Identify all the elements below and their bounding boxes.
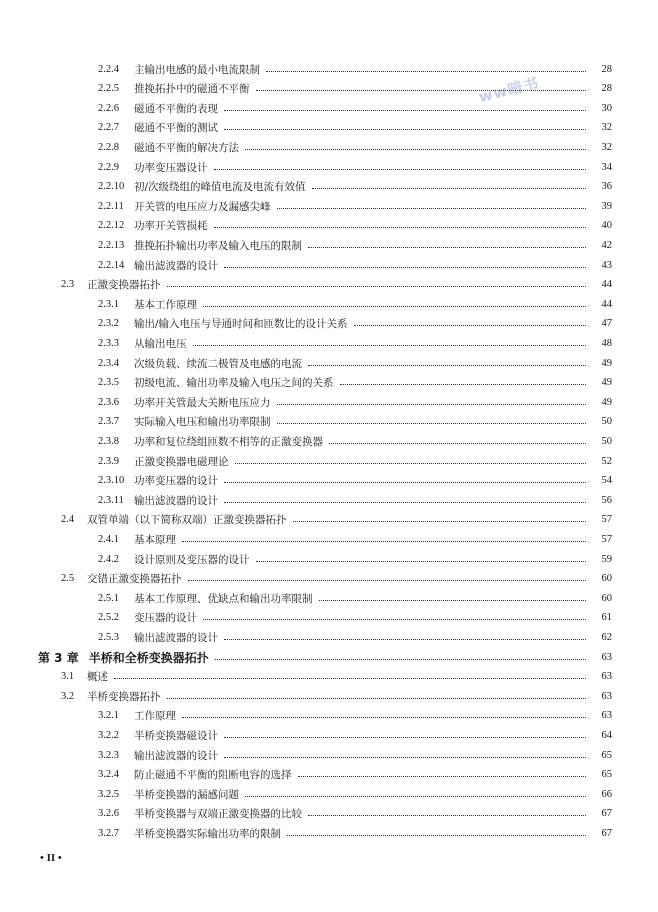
toc-entry-page: 57 bbox=[601, 514, 612, 526]
dot-leader bbox=[224, 110, 586, 111]
toc-entry[interactable] bbox=[0, 725, 658, 745]
dot-leader bbox=[277, 208, 587, 209]
toc-entry[interactable] bbox=[0, 471, 658, 491]
toc-entry-page: 56 bbox=[601, 494, 612, 506]
dot-leader bbox=[308, 815, 586, 816]
toc-entry-title: 输出滤波器的设计 bbox=[134, 494, 218, 507]
toc-entry-title: 输出滤波器的设计 bbox=[134, 631, 218, 644]
dot-leader bbox=[224, 502, 586, 503]
toc-entry[interactable] bbox=[0, 59, 658, 79]
toc-entry[interactable] bbox=[0, 549, 658, 569]
toc-entry-page: 49 bbox=[601, 396, 612, 408]
toc-entry-title: 推挽拓扑中的磁通不平衡 bbox=[134, 83, 250, 96]
toc-entry-number: 2.5.2 bbox=[98, 612, 119, 624]
dot-leader bbox=[193, 345, 587, 346]
toc-entry[interactable] bbox=[0, 510, 658, 530]
toc-entry[interactable] bbox=[0, 255, 658, 275]
toc-entry-number: 3.1 bbox=[61, 671, 75, 683]
toc-entry-page: 54 bbox=[601, 475, 612, 487]
toc-entry-title: 工作原理 bbox=[134, 710, 176, 723]
toc-entry-title: 防止磁通不平衡的阻断电容的选择 bbox=[134, 769, 292, 782]
toc-entry-title: 功率和复位绕组匝数不相等的正激变换器 bbox=[134, 435, 323, 448]
toc-entry-page: 48 bbox=[601, 337, 612, 349]
toc-entry-page: 61 bbox=[601, 612, 612, 624]
toc-entry-title: 正激变换器电磁理论 bbox=[134, 455, 229, 468]
dot-leader bbox=[224, 267, 586, 268]
toc-entry-number: 2.2.14 bbox=[98, 259, 125, 271]
toc-entry[interactable] bbox=[0, 294, 658, 314]
dot-leader bbox=[245, 796, 586, 797]
toc-entry-page: 63 bbox=[601, 651, 612, 663]
toc-entry-title: 半桥变换器与双端正激变换器的比较 bbox=[134, 808, 302, 821]
toc-entry-number: 2.4.2 bbox=[98, 553, 119, 565]
toc-entry[interactable] bbox=[0, 79, 658, 99]
toc-entry-title: 变压器的设计 bbox=[134, 612, 197, 625]
toc-entry-title: 正激变换器拓扑 bbox=[87, 279, 161, 292]
toc-entry-number: 2.3.1 bbox=[98, 298, 119, 310]
toc-entry-number: 2.2.12 bbox=[98, 220, 125, 232]
toc-entry[interactable] bbox=[0, 196, 658, 216]
toc-entry-number: 第 3 章 bbox=[38, 650, 79, 665]
toc-entry[interactable] bbox=[0, 373, 658, 393]
toc-entry[interactable] bbox=[0, 706, 658, 726]
toc-entry-page: 28 bbox=[601, 63, 612, 75]
dot-leader bbox=[224, 482, 586, 483]
toc-entry-title: 基本工作原理、优缺点和输出功率限制 bbox=[134, 592, 313, 605]
dot-leader bbox=[167, 286, 587, 287]
watermark-stamp: ww暗书 bbox=[476, 73, 542, 107]
toc-entry-title: 从输出电压 bbox=[134, 337, 187, 350]
toc-entry-title: 半桥变换器的漏感问题 bbox=[134, 788, 239, 801]
toc-entry[interactable] bbox=[0, 431, 658, 451]
dot-leader bbox=[245, 149, 586, 150]
toc-entry-title: 半桥变换器实际输出功率的限制 bbox=[134, 827, 281, 840]
toc-entry[interactable] bbox=[0, 667, 658, 687]
toc-entry[interactable] bbox=[0, 588, 658, 608]
toc-entry-title: 双管单端（以下简称双端）正激变换器拓扑 bbox=[87, 514, 287, 527]
toc-entry-page: 50 bbox=[601, 416, 612, 428]
toc-chapter-entry[interactable] bbox=[0, 647, 658, 667]
toc-entry-number: 3.2.1 bbox=[98, 710, 119, 722]
toc-entry-title: 交错正激变换器拓扑 bbox=[87, 573, 182, 586]
toc-entry[interactable] bbox=[0, 490, 658, 510]
toc-entry-page: 62 bbox=[601, 631, 612, 643]
toc-entry-number: 3.2.7 bbox=[98, 827, 119, 839]
toc-entry-title: 输出/输入电压与导通时间和匝数比的设计关系 bbox=[134, 318, 348, 331]
dot-leader bbox=[214, 227, 587, 228]
toc-entry-page: 64 bbox=[601, 729, 612, 741]
toc-entry-number: 2.2.8 bbox=[98, 141, 119, 153]
dot-leader bbox=[203, 619, 586, 620]
toc-entry-number: 2.3.3 bbox=[98, 337, 119, 349]
dot-leader bbox=[214, 169, 587, 170]
toc-entry-title: 设计原则及变压器的设计 bbox=[134, 553, 250, 566]
toc-entry[interactable] bbox=[0, 529, 658, 549]
toc-entry-page: 49 bbox=[601, 357, 612, 369]
toc-entry[interactable] bbox=[0, 235, 658, 255]
toc-entry-title: 输出滤波器的设计 bbox=[134, 749, 218, 762]
toc-entry-title: 磁通不平衡的表现 bbox=[134, 102, 218, 115]
page-footer-number: • II • bbox=[40, 852, 62, 864]
toc-entry[interactable] bbox=[0, 765, 658, 785]
dot-leader bbox=[188, 580, 587, 581]
toc-entry-title: 半桥变换器磁设计 bbox=[134, 729, 218, 742]
toc-entry-title: 磁通不平衡的解决方法 bbox=[134, 141, 239, 154]
toc-entry-number: 2.2.6 bbox=[98, 102, 119, 114]
toc-entry[interactable] bbox=[0, 451, 658, 471]
toc-entry[interactable] bbox=[0, 177, 658, 197]
toc-entry-page: 40 bbox=[601, 220, 612, 232]
dot-leader bbox=[354, 325, 586, 326]
toc-entry-title: 主输出电感的最小电流限制 bbox=[134, 63, 260, 76]
dot-leader bbox=[224, 737, 586, 738]
toc-entry-number: 2.3 bbox=[61, 279, 75, 291]
toc-entry-page: 66 bbox=[601, 788, 612, 800]
toc-entry-number: 2.2.13 bbox=[98, 239, 125, 251]
dot-leader bbox=[319, 600, 587, 601]
toc-entry-number: 2.5 bbox=[61, 573, 75, 585]
toc-entry-title: 功率开关管损耗 bbox=[134, 220, 208, 233]
toc-entry-number: 2.3.2 bbox=[98, 318, 119, 330]
toc-entry-page: 57 bbox=[601, 533, 612, 545]
toc-entry-number: 2.3.7 bbox=[98, 416, 119, 428]
dot-leader bbox=[277, 423, 587, 424]
toc-entry-title: 功率变压器的设计 bbox=[134, 475, 218, 488]
toc-entry-page: 43 bbox=[601, 259, 612, 271]
toc-entry[interactable] bbox=[0, 216, 658, 236]
toc-entry-number: 2.3.8 bbox=[98, 435, 119, 447]
toc-entry-title: 基本工作原理 bbox=[134, 298, 197, 311]
toc-entry[interactable] bbox=[0, 745, 658, 765]
toc-entry-title: 功率开关管最大关断电压应力 bbox=[134, 396, 271, 409]
toc-entry-title: 磁通不平衡的测试 bbox=[134, 122, 218, 135]
toc-entry[interactable] bbox=[0, 784, 658, 804]
toc-entry-page: 47 bbox=[601, 318, 612, 330]
toc-entry[interactable] bbox=[0, 157, 658, 177]
dot-leader bbox=[182, 541, 586, 542]
toc-entry[interactable] bbox=[0, 118, 658, 138]
toc-entry-title: 概述 bbox=[87, 671, 108, 684]
dot-leader bbox=[329, 443, 586, 444]
dot-leader bbox=[287, 835, 586, 836]
toc-entry-page: 63 bbox=[601, 690, 612, 702]
toc-entry[interactable] bbox=[0, 804, 658, 824]
toc-entry-number: 2.3.10 bbox=[98, 475, 125, 487]
toc-entry-page: 65 bbox=[601, 769, 612, 781]
dot-leader bbox=[114, 678, 586, 679]
toc-entry-page: 60 bbox=[601, 592, 612, 604]
dot-leader bbox=[308, 365, 586, 366]
dot-leader bbox=[266, 71, 586, 72]
toc-entry-number: 2.4 bbox=[61, 514, 75, 526]
dot-leader bbox=[256, 561, 587, 562]
toc-entry-title: 功率变压器设计 bbox=[134, 161, 208, 174]
dot-leader bbox=[203, 306, 586, 307]
toc-entry-page: 42 bbox=[601, 239, 612, 251]
toc-entry-title: 半桥和全桥变换器拓扑 bbox=[88, 650, 209, 665]
toc-entry-number: 2.2.11 bbox=[98, 200, 124, 212]
toc-entry-title: 基本原理 bbox=[134, 533, 176, 546]
toc-entry-number: 3.2 bbox=[61, 690, 75, 702]
toc-entry-number: 2.2.7 bbox=[98, 122, 119, 134]
dot-leader bbox=[298, 776, 587, 777]
toc-entry-number: 3.2.4 bbox=[98, 769, 119, 781]
toc-entry[interactable] bbox=[0, 98, 658, 118]
toc-entry-page: 67 bbox=[601, 808, 612, 820]
toc-entry-page: 49 bbox=[601, 377, 612, 389]
toc-entry-page: 65 bbox=[601, 749, 612, 761]
toc-entry-number: 2.3.6 bbox=[98, 396, 119, 408]
toc-entry-page: 67 bbox=[601, 827, 612, 839]
toc-entry-number: 2.2.9 bbox=[98, 161, 119, 173]
toc-entry-title: 开关管的电压应力及漏感尖峰 bbox=[134, 200, 271, 213]
toc-entry-page: 59 bbox=[601, 553, 612, 565]
toc-entry-number: 2.3.4 bbox=[98, 357, 119, 369]
toc-entry-page: 44 bbox=[601, 279, 612, 291]
toc-entry-number: 3.2.5 bbox=[98, 788, 119, 800]
dot-leader bbox=[215, 659, 586, 660]
toc-entry-number: 2.3.9 bbox=[98, 455, 119, 467]
dot-leader bbox=[224, 129, 586, 130]
toc-entry-title: 实际输入电压和输出功率限制 bbox=[134, 416, 271, 429]
toc-entry[interactable] bbox=[0, 392, 658, 412]
dot-leader bbox=[224, 639, 586, 640]
toc-entry-page: 44 bbox=[601, 298, 612, 310]
toc-entry-number: 2.3.11 bbox=[98, 494, 124, 506]
toc-entry-number: 2.5.1 bbox=[98, 592, 119, 604]
dot-leader bbox=[308, 247, 586, 248]
toc-entry-page: 60 bbox=[601, 573, 612, 585]
toc-entry[interactable] bbox=[0, 137, 658, 157]
dot-leader bbox=[256, 90, 587, 91]
dot-leader bbox=[167, 698, 587, 699]
toc-entry-page: 63 bbox=[601, 710, 612, 722]
toc-entry-page: 32 bbox=[601, 141, 612, 153]
toc-entry[interactable] bbox=[0, 569, 658, 589]
toc-entry-title: 初/次级绕组的峰值电流及电流有效值 bbox=[134, 181, 306, 194]
toc-entry-page: 52 bbox=[601, 455, 612, 467]
toc-entry[interactable] bbox=[0, 353, 658, 373]
dot-leader bbox=[182, 717, 586, 718]
toc-entry[interactable] bbox=[0, 412, 658, 432]
toc-entry-page: 32 bbox=[601, 122, 612, 134]
dot-leader bbox=[277, 404, 587, 405]
toc-entry-number: 3.2.2 bbox=[98, 729, 119, 741]
toc-entry[interactable] bbox=[0, 608, 658, 628]
toc-entry[interactable] bbox=[0, 627, 658, 647]
toc-entry-title: 初级电流、输出功率及输入电压之间的关系 bbox=[134, 377, 334, 390]
toc-entry-page: 39 bbox=[601, 200, 612, 212]
dot-leader bbox=[235, 463, 587, 464]
toc-entry-page: 30 bbox=[601, 102, 612, 114]
toc-entry-title: 推挽拓扑输出功率及输入电压的限制 bbox=[134, 239, 302, 252]
toc-entry[interactable] bbox=[0, 333, 658, 353]
toc-entry-number: 2.2.10 bbox=[98, 181, 125, 193]
toc-entry-title: 半桥变换器拓扑 bbox=[87, 690, 161, 703]
toc-entry-page: 36 bbox=[601, 181, 612, 193]
toc-entry-title: 次级负载、续流二极管及电感的电流 bbox=[134, 357, 302, 370]
toc-entry-page: 34 bbox=[601, 161, 612, 173]
toc-entry[interactable] bbox=[0, 275, 658, 295]
toc-entry-page: 63 bbox=[601, 671, 612, 683]
toc-entry-number: 3.2.3 bbox=[98, 749, 119, 761]
dot-leader bbox=[224, 757, 586, 758]
toc-entry-number: 3.2.6 bbox=[98, 808, 119, 820]
toc-entry[interactable] bbox=[0, 823, 658, 843]
toc-entry-number: 2.3.5 bbox=[98, 377, 119, 389]
dot-leader bbox=[293, 521, 587, 522]
toc-entry-page: 28 bbox=[601, 83, 612, 95]
toc-entry-number: 2.2.4 bbox=[98, 63, 119, 75]
toc-entry-number: 2.4.1 bbox=[98, 533, 119, 545]
toc-entry[interactable] bbox=[0, 314, 658, 334]
toc-entry-number: 2.5.3 bbox=[98, 631, 119, 643]
toc-entry-title: 输出滤波器的设计 bbox=[134, 259, 218, 272]
toc-entry-page: 50 bbox=[601, 435, 612, 447]
dot-leader bbox=[312, 188, 586, 189]
toc-entry-number: 2.2.5 bbox=[98, 83, 119, 95]
dot-leader bbox=[340, 384, 587, 385]
toc-entry[interactable] bbox=[0, 686, 658, 706]
